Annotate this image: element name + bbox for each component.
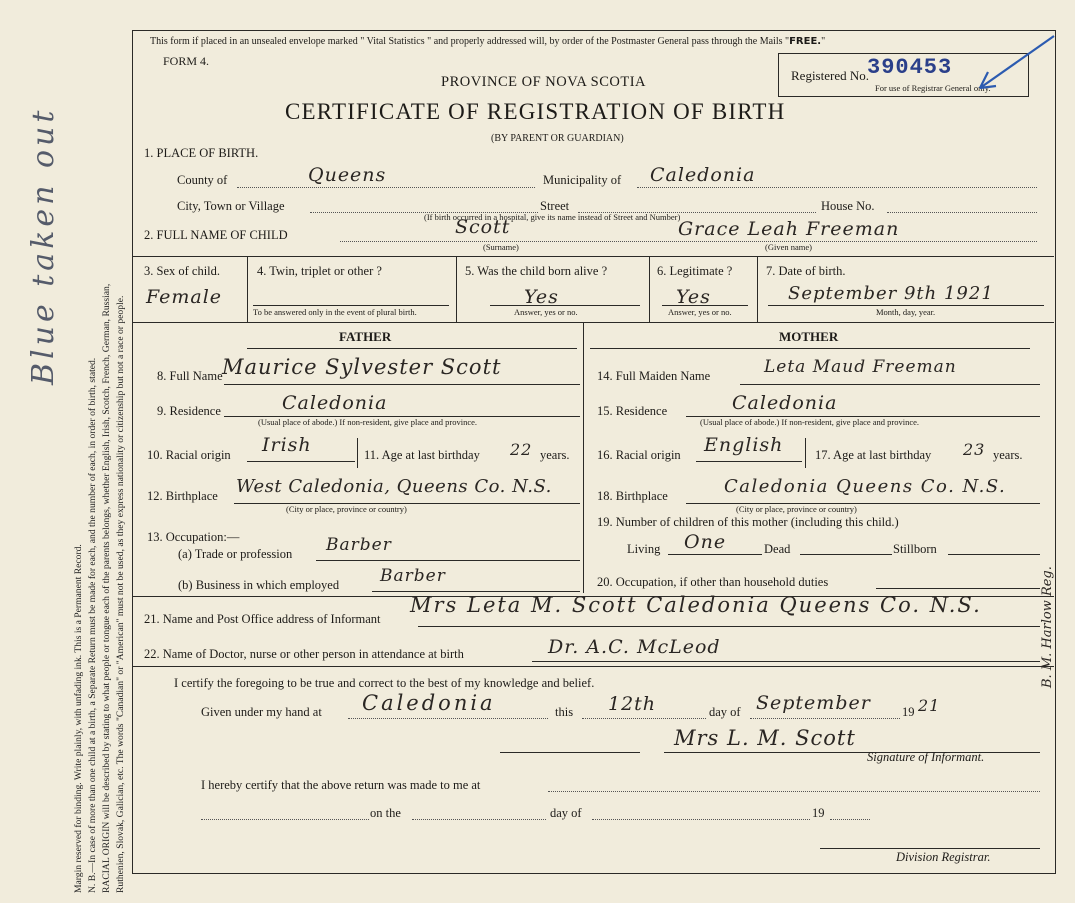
registrar-day-of: day of — [550, 806, 582, 820]
registrar-year-line — [830, 819, 870, 820]
day-of-label: day of — [709, 705, 741, 719]
municipality-label: Municipality of — [543, 173, 622, 187]
given-name-caption: (Given name) — [765, 242, 812, 252]
dob-value: September 9th 1921 — [788, 283, 994, 304]
mother-heading: MOTHER — [779, 329, 839, 344]
informant-label: 21. Name and Post Office address of Informant — [144, 612, 381, 626]
given-under-label: Given under my hand at — [201, 705, 322, 719]
dead-line — [800, 554, 892, 555]
registrar-note: For use of Registrar General only. — [875, 83, 991, 93]
place-of-birth-label: 1. PLACE OF BIRTH. — [144, 146, 259, 160]
blue-check-mark — [960, 32, 1060, 102]
registrar-year-prefix: 19 — [812, 806, 825, 820]
dead-label: Dead — [764, 542, 791, 556]
margin-note-1: Margin reserved for binding. Write plainly, with unfading ink. This is a Permanent Record. — [73, 544, 84, 893]
county-value: Queens — [308, 164, 387, 186]
mother-racial-label: 16. Racial origin — [597, 448, 681, 462]
legitimate-line — [662, 305, 748, 306]
living-label: Living — [627, 542, 661, 556]
legitimate-note: Answer, yes or no. — [668, 307, 732, 317]
father-name-line — [224, 384, 580, 385]
mother-children-label: 19. Number of children of this mother (including this child.) — [597, 515, 899, 529]
year-value: 21 — [918, 696, 941, 715]
municipality-value: Caledonia — [650, 164, 756, 186]
father-residence-value: Caledonia — [282, 392, 388, 414]
mother-racial-divider — [805, 438, 806, 468]
year-prefix: 19 — [902, 705, 915, 719]
alive-label: 5. Was the child born alive ? — [465, 264, 608, 278]
legitimate-value: Yes — [676, 286, 711, 308]
mother-residence-label: 15. Residence — [597, 404, 668, 418]
child-name-label: 2. FULL NAME OF CHILD — [144, 228, 288, 242]
mother-years: years. — [993, 448, 1023, 462]
mother-birthplace-value: Caledonia Queens Co. N.S. — [724, 476, 1007, 497]
given-place-line — [348, 718, 548, 719]
doctor-line — [532, 661, 1040, 662]
living-line — [668, 554, 762, 555]
dob-note: Month, day, year. — [876, 307, 936, 317]
margin-handwritten-note: Blue taken out — [26, 106, 61, 385]
father-trade-line — [316, 560, 580, 561]
father-residence-note: (Usual place of abode.) If non-resident, give place and province. — [258, 417, 478, 427]
dob-line — [768, 305, 1044, 306]
row3-divider-2 — [456, 256, 457, 322]
signature-caption: Signature of Informant. — [867, 750, 985, 764]
registered-number: 390453 — [867, 55, 953, 80]
margin-note-2: N. B.—In case of more than one child at a birth, a Separate Return must be made for each, and the number of each, in order of birth, stated. — [87, 357, 98, 893]
row3-top-rule — [133, 256, 1054, 257]
given-place-value: Caledonia — [362, 691, 496, 715]
father-birthplace-note: (City or place, province or country) — [286, 504, 407, 514]
father-business-label: (b) Business in which employed — [178, 578, 340, 592]
sex-value: Female — [146, 286, 223, 308]
registrar-on-the: on the — [370, 806, 401, 820]
street-label: Street — [540, 199, 570, 213]
mother-age-label: 17. Age at last birthday — [815, 448, 932, 462]
child-given-name: Grace Leah Freeman — [678, 218, 900, 240]
father-name-value: Maurice Sylvester Scott — [222, 355, 502, 379]
father-age-value: 22 — [510, 440, 533, 459]
child-surname: Scott — [455, 216, 511, 238]
twin-note: To be answered only in the event of plural birth. — [253, 307, 417, 317]
twin-label: 4. Twin, triplet or other ? — [257, 264, 382, 278]
father-racial-line — [247, 461, 355, 462]
alive-value: Yes — [524, 286, 559, 308]
mother-name-line — [740, 384, 1040, 385]
province-heading: PROVINCE OF NOVA SCOTIA — [441, 74, 646, 90]
division-registrar-line — [820, 848, 1040, 849]
city-label: City, Town or Village — [177, 199, 285, 213]
father-heading-rule — [247, 348, 577, 349]
father-name-label: 8. Full Name — [157, 369, 223, 383]
dob-label: 7. Date of birth. — [766, 264, 846, 278]
informant-line — [418, 626, 1040, 627]
stillborn-line — [948, 554, 1040, 555]
house-number-label: House No. — [821, 199, 875, 213]
mother-birthplace-label: 18. Birthplace — [597, 489, 668, 503]
father-business-line — [372, 591, 580, 592]
mother-age-value: 23 — [963, 440, 986, 459]
father-trade-label: (a) Trade or profession — [178, 547, 293, 561]
row3-bottom-rule — [133, 322, 1054, 323]
month-value: September — [756, 692, 871, 714]
doctor-value: Dr. A.C. McLeod — [548, 636, 721, 658]
certify-statement: I certify the foregoing to be true and correct to the best of my knowledge and belief. — [174, 676, 595, 690]
county-line — [237, 187, 535, 188]
row3-divider-4 — [757, 256, 758, 322]
father-racial-label: 10. Racial origin — [147, 448, 231, 462]
mother-name-label: 14. Full Maiden Name — [597, 369, 711, 383]
this-label: this — [555, 705, 574, 719]
registrar-blank-line — [201, 819, 369, 820]
mother-birthplace-note: (City or place, province or country) — [736, 504, 857, 514]
margin-note-3: RACIAL ORIGIN will be described by stating to what people or tongue each of the parents belongs, whether English, Irish, Scotch, French, German, Russian, — [101, 283, 112, 893]
registrar-place-line — [548, 791, 1040, 792]
informant-value: Mrs Leta M. Scott Caledonia Queens Co. N.S. — [410, 593, 982, 617]
registered-label: Registered No. — [791, 68, 869, 83]
form-number: FORM 4. — [163, 54, 210, 68]
stillborn-label: Stillborn — [893, 542, 937, 556]
certificate-title: CERTIFICATE OF REGISTRATION OF BIRTH — [285, 99, 786, 124]
father-occupation-label: 13. Occupation:— — [147, 530, 240, 544]
month-line — [750, 718, 900, 719]
father-heading: FATHER — [339, 329, 392, 344]
certificate-subtitle: (BY PARENT OR GUARDIAN) — [491, 133, 624, 144]
blank-signature-line — [500, 752, 640, 753]
house-number-line — [887, 212, 1037, 213]
surname-caption: (Surname) — [483, 242, 519, 252]
mother-racial-value: English — [704, 434, 784, 456]
postal-note: This form if placed in an unsealed envelope marked " Vital Statistics " and properly addressed will, by order of the Postmaster General pass through the Mails "FREE." — [150, 36, 826, 47]
mother-occupation-label: 20. Occupation, if other than household duties — [597, 575, 829, 589]
informant-signature: Mrs L. M. Scott — [674, 726, 856, 750]
municipality-line — [637, 187, 1037, 188]
margin-note-4: Ruthenien, Slovak, Galician, etc. The words "Canadian" or "American" must not be used, as they express nationality or citizenship but not a race or people. — [115, 295, 126, 893]
parents-column-divider — [583, 322, 584, 593]
registrar-month-line — [592, 819, 810, 820]
row3-divider-3 — [649, 256, 650, 322]
day-value: 12th — [608, 693, 657, 715]
legitimate-label: 6. Legitimate ? — [657, 264, 733, 278]
father-racial-value: Irish — [262, 434, 312, 456]
doctor-bottom-rule — [133, 666, 1054, 667]
division-registrar-caption: Division Registrar. — [896, 850, 991, 864]
registrar-statement: I hereby certify that the above return was made to me at — [201, 778, 481, 792]
mother-heading-rule — [590, 348, 1030, 349]
mother-occupation-line — [876, 588, 1040, 589]
mother-residence-value: Caledonia — [732, 392, 838, 414]
father-birthplace-value: West Caledonia, Queens Co. N.S. — [236, 476, 552, 497]
father-residence-label: 9. Residence — [157, 404, 221, 418]
day-line — [582, 718, 706, 719]
father-years: years. — [540, 448, 570, 462]
registrar-day-line — [412, 819, 546, 820]
sex-label: 3. Sex of child. — [144, 264, 221, 278]
alive-note: Answer, yes or no. — [514, 307, 578, 317]
father-birthplace-label: 12. Birthplace — [147, 489, 218, 503]
living-value: One — [684, 531, 727, 553]
father-business-value: Barber — [380, 566, 446, 586]
alive-line — [490, 305, 640, 306]
twin-line — [253, 305, 449, 306]
father-racial-divider — [357, 438, 358, 468]
doctor-label: 22. Name of Doctor, nurse or other person in attendance at birth — [144, 647, 464, 661]
mother-racial-line — [696, 461, 802, 462]
father-trade-value: Barber — [326, 535, 392, 555]
row3-divider-1 — [247, 256, 248, 322]
mother-residence-note: (Usual place of abode.) If non-resident, give place and province. — [700, 417, 920, 427]
hospital-note: (If birth occurred in a hospital, give its name instead of Street and Number) — [424, 212, 681, 222]
child-name-line — [340, 241, 1037, 242]
father-age-label: 11. Age at last birthday — [364, 448, 480, 462]
side-registrar-signature: B. M. Harlow Reg. — [1040, 566, 1055, 688]
mother-name-value: Leta Maud Freeman — [764, 357, 957, 377]
county-label: County of — [177, 173, 228, 187]
